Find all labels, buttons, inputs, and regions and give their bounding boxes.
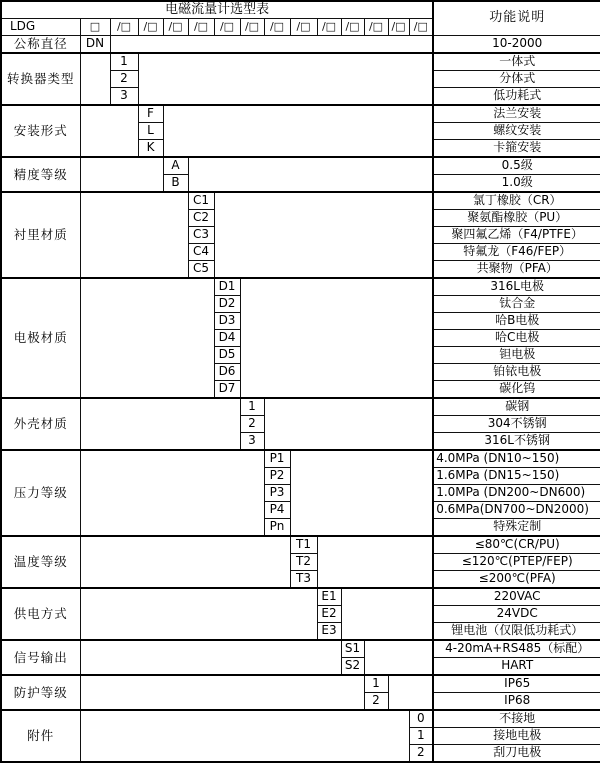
category-label: 精度等级: [1, 157, 80, 192]
category-label: 信号输出: [1, 640, 80, 675]
desc-value: IP68: [433, 693, 600, 711]
category-label: 电极材质: [1, 278, 80, 398]
code-cell: B: [163, 175, 188, 193]
empty-region: [110, 36, 433, 54]
empty-region: [341, 588, 433, 640]
code-cell: 2: [409, 745, 433, 763]
category-label-diameter: 公称直径: [1, 36, 80, 54]
code-cell: D7: [214, 381, 240, 399]
desc-value: 铂铱电极: [433, 364, 600, 381]
code-cell: P1: [264, 450, 290, 468]
desc-value: ≤120℃(PTEP/FEP): [433, 554, 600, 571]
code-cell: E2: [317, 606, 341, 623]
desc-value: 316L电极: [433, 278, 600, 296]
function-desc-header: 功能说明: [433, 1, 600, 36]
code-box-slot: /□: [188, 19, 214, 36]
code-cell: 2: [240, 416, 264, 433]
empty-region: [80, 675, 364, 710]
desc-value: 哈C电极: [433, 330, 600, 347]
desc-value: 特殊定制: [433, 519, 600, 537]
code-cell: T1: [290, 536, 317, 554]
code-cell: 1: [409, 728, 433, 745]
code-cell: E1: [317, 588, 341, 606]
code-cell: A: [163, 157, 188, 175]
desc-value: 316L不锈钢: [433, 433, 600, 451]
code-box-slot: /□: [163, 19, 188, 36]
code-cell: F: [138, 105, 163, 123]
code-cell: S1: [341, 640, 364, 658]
model-prefix-label: LDG: [1, 19, 80, 36]
code-cell: L: [138, 123, 163, 140]
category-label: 转换器类型: [1, 53, 80, 105]
code-cell: 3: [240, 433, 264, 451]
selection-table-body: [1, 1, 600, 762]
code-cell: D4: [214, 330, 240, 347]
empty-region: [388, 675, 433, 710]
desc-value: 碳钢: [433, 398, 600, 416]
desc-value: 聚四氟乙烯（F4/PTFE）: [433, 227, 600, 244]
empty-region: [163, 105, 433, 157]
code-cell: C3: [188, 227, 214, 244]
code-box-slot: /□: [341, 19, 364, 36]
code-cell: 1: [240, 398, 264, 416]
code-cell: C4: [188, 244, 214, 261]
desc-value: 接地电极: [433, 728, 600, 745]
empty-region: [240, 278, 433, 398]
desc-value: 卡箍安装: [433, 140, 600, 158]
category-label: 温度等级: [1, 536, 80, 588]
desc-value: IP65: [433, 675, 600, 693]
desc-value: 氯丁橡胶（CR）: [433, 192, 600, 210]
desc-value: 哈B电极: [433, 313, 600, 330]
desc-value: 低功耗式: [433, 88, 600, 106]
desc-value: ≤80℃(CR/PU): [433, 536, 600, 554]
code-cell: 2: [364, 693, 388, 711]
desc-value: 共聚物（PFA）: [433, 261, 600, 279]
desc-value: 220VAC: [433, 588, 600, 606]
code-box-slot: /□: [364, 19, 388, 36]
code-cell: D6: [214, 364, 240, 381]
empty-region: [80, 398, 240, 450]
code-box-slot: /□: [264, 19, 290, 36]
code-cell: 2: [110, 71, 138, 88]
dn-code: DN: [80, 36, 110, 54]
code-cell: C5: [188, 261, 214, 279]
empty-region: [188, 157, 433, 192]
empty-region: [364, 640, 433, 675]
desc-value: 特氟龙（F46/FEP）: [433, 244, 600, 261]
code-box-slot: /□: [214, 19, 240, 36]
empty-region: [290, 450, 433, 536]
empty-region: [80, 536, 290, 588]
empty-region: [80, 450, 264, 536]
desc-value: 1.0级: [433, 175, 600, 193]
desc-value: 聚氨酯橡胶（PU）: [433, 210, 600, 227]
code-cell: C1: [188, 192, 214, 210]
desc-value: 1.6MPa (DN15~150): [433, 468, 600, 485]
desc-value: 法兰安装: [433, 105, 600, 123]
empty-region: [214, 192, 433, 278]
code-cell: 3: [110, 88, 138, 106]
desc-value: 钽电极: [433, 347, 600, 364]
desc-value: 304不锈钢: [433, 416, 600, 433]
code-box-slot: /□: [240, 19, 264, 36]
empty-region: [80, 710, 409, 762]
empty-region: [80, 278, 214, 398]
code-cell: 0: [409, 710, 433, 728]
code-box-slot: /□: [388, 19, 409, 36]
category-label: 附件: [1, 710, 80, 762]
code-cell: S2: [341, 658, 364, 676]
desc-value: 0.6MPa(DN700~DN2000): [433, 502, 600, 519]
code-cell: D1: [214, 278, 240, 296]
desc-value: 10-2000: [433, 36, 600, 54]
empty-region: [317, 536, 433, 588]
desc-value: 螺纹安装: [433, 123, 600, 140]
category-label: 压力等级: [1, 450, 80, 536]
desc-value: 钛合金: [433, 296, 600, 313]
desc-value: 刮刀电极: [433, 745, 600, 763]
desc-value: 1.0MPa (DN200~DN600): [433, 485, 600, 502]
code-cell: 1: [364, 675, 388, 693]
code-cell: P3: [264, 485, 290, 502]
empty-region: [264, 398, 433, 450]
desc-value: 0.5级: [433, 157, 600, 175]
code-cell: K: [138, 140, 163, 158]
desc-value: 不接地: [433, 710, 600, 728]
desc-value: 一体式: [433, 53, 600, 71]
empty-region: [80, 588, 317, 640]
desc-value: 24VDC: [433, 606, 600, 623]
empty-region: [80, 192, 188, 278]
code-cell: E3: [317, 623, 341, 641]
code-box-slot: /□: [138, 19, 163, 36]
desc-value: 4.0MPa (DN10~150): [433, 450, 600, 468]
code-box-slot: /□: [290, 19, 317, 36]
desc-value: 4-20mA+RS485（标配）: [433, 640, 600, 658]
code-box-first: □: [80, 19, 110, 36]
desc-value: 锂电池（仅限低功耗式）: [433, 623, 600, 641]
empty-region: [80, 53, 110, 105]
code-box-slot: /□: [317, 19, 341, 36]
code-cell: Pn: [264, 519, 290, 537]
code-cell: 1: [110, 53, 138, 71]
desc-value: 碳化钨: [433, 381, 600, 399]
category-label: 供电方式: [1, 588, 80, 640]
code-cell: T2: [290, 554, 317, 571]
code-box-slot: /□: [409, 19, 433, 36]
code-box-slot: /□: [110, 19, 138, 36]
code-cell: T3: [290, 571, 317, 589]
code-cell: D3: [214, 313, 240, 330]
empty-region: [80, 640, 341, 675]
category-label: 衬里材质: [1, 192, 80, 278]
desc-value: HART: [433, 658, 600, 676]
code-cell: P4: [264, 502, 290, 519]
code-cell: D5: [214, 347, 240, 364]
code-cell: P2: [264, 468, 290, 485]
category-label: 安装形式: [1, 105, 80, 157]
empty-region: [138, 53, 433, 105]
desc-value: ≤200℃(PFA): [433, 571, 600, 589]
code-cell: D2: [214, 296, 240, 313]
category-label: 外壳材质: [1, 398, 80, 450]
category-label: 防护等级: [1, 675, 80, 710]
code-cell: C2: [188, 210, 214, 227]
desc-value: 分体式: [433, 71, 600, 88]
empty-region: [80, 157, 163, 192]
empty-region: [80, 105, 138, 157]
table-title: 电磁流量计选型表: [1, 1, 433, 19]
